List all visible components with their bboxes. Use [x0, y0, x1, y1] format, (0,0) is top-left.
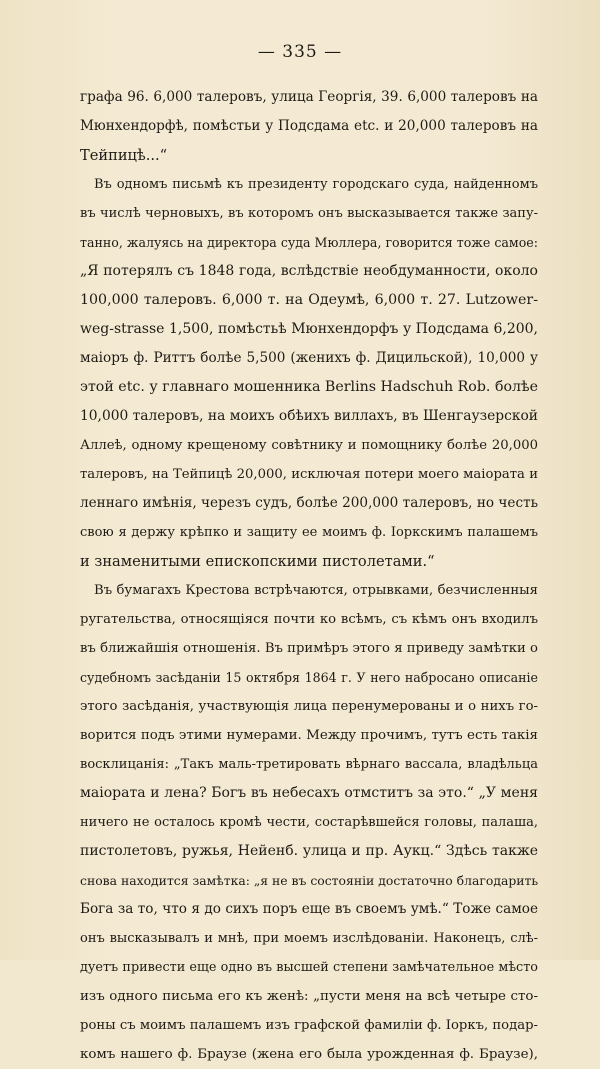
text-line: Въ одномъ письмѣ къ президенту городскаго суда, найденномъ	[94, 177, 538, 192]
text-line: 100,000 талеровъ. 6,000 т. на Одеумѣ, 6,000 т. 27. Lutzower-	[80, 292, 538, 308]
text-line: Тейпицѣ...“	[80, 147, 168, 164]
text-line: Въ бумагахъ Крестова встрѣчаются, отрывками, безчисленныя	[94, 583, 538, 598]
text-line: пистолетовъ, ружья, Нейенб. улица и пр. Аукц.“ Здѣсь также	[80, 843, 538, 859]
text-line: „Я потерялъ съ 1848 года, вслѣдствіе необдуманности, около	[80, 263, 538, 279]
text-line: въ ближайшія отношенія. Въ примѣръ этого я приведу замѣтки о	[80, 641, 538, 656]
text-line: Аллеѣ, одному крещеному совѣтнику и помощнику болѣе 20,000	[80, 438, 538, 453]
text-line: маіоръ ф. Риттъ болѣе 5,500 (женихъ ф. Дицильской), 10,000 у	[80, 350, 538, 366]
text-line: роны съ моимъ палашемъ изъ графской фамиліи ф. Іоркъ, подар-	[80, 1018, 538, 1033]
body-text	[80, 83, 538, 1069]
text-line: ворится подъ этими нумерами. Между прочимъ, тутъ есть такія	[80, 728, 538, 743]
text-line: ничего не осталось кромѣ чести, состарѣвшейся головы, палаша,	[80, 815, 538, 830]
text-line: восклицанія: „Такъ маль-третировать вѣрнаго вассала, владѣльца	[80, 757, 538, 772]
text-line: изъ одного письма его къ женѣ: „пусти меня на всѣ четыре сто-	[80, 989, 538, 1004]
text-line: графа 96. 6,000 талеровъ, улица Георгія, 39. 6,000 талеровъ на	[80, 89, 538, 105]
text-line: леннаго имѣнія, черезъ судъ, болѣе 200,000 талеровъ, но честь	[80, 495, 538, 511]
text-line: маіората и лена? Богъ въ небесахъ отмститъ за это.“ „У меня	[80, 785, 538, 801]
text-line: свою я держу крѣпко и защиту ее моимъ ф. Іоркскимъ палашемъ	[80, 525, 538, 540]
text-line: талеровъ, на Тейпицѣ 20,000, исключая потери моего маіората и	[80, 467, 538, 482]
page-number: — 335 —	[257, 42, 343, 62]
text-line: и знаменитыми епископскими пистолетами.“	[80, 553, 435, 570]
text-line: этого засѣданія, участвующія лица перенумерованы и о нихъ го-	[80, 699, 538, 714]
text-line: танно, жалуясь на директора суда Мюллера, говорится тоже самое:	[80, 235, 538, 250]
text-line: 10,000 талеровъ, на моихъ обѣихъ виллахъ, въ Шенгаузерской	[80, 408, 538, 424]
text-line: снова находится замѣтка: „я не въ состояніи достаточно благодарить	[80, 873, 538, 888]
text-line: дуетъ привести еще одно въ высшей степени замѣчательное мѣсто	[80, 960, 538, 975]
text-line: weg-strasse 1,500, помѣстьѣ Мюнхендорфъ у Подсдама 6,200,	[80, 321, 538, 337]
text-line: онъ высказывалъ и мнѣ, при моемъ изслѣдованіи. Наконецъ, слѣ-	[80, 931, 538, 946]
text-line: Мюнхендорфѣ, помѣстьи у Подсдама etc. и 20,000 талеровъ на	[80, 118, 538, 134]
text-line: комъ нашего ф. Браузе (жена его была урожденная ф. Браузе),	[80, 1047, 538, 1062]
text-line: этой etc. у главнаго мошенника Berlins Hadschuh Rob. болѣе	[80, 379, 538, 395]
text-line: въ числѣ черновыхъ, въ которомъ онъ высказывается также запу-	[80, 206, 538, 221]
text-line: ругательства, относящіяся почти ко всѣмъ, съ кѣмъ онъ входилъ	[80, 612, 538, 627]
text-line: судебномъ засѣданіи 15 октября 1864 г. У него набросано описаніе	[80, 670, 538, 685]
text-line: Бога за то, что я до сихъ поръ еще въ своемъ умѣ.“ Тоже самое	[80, 901, 538, 917]
